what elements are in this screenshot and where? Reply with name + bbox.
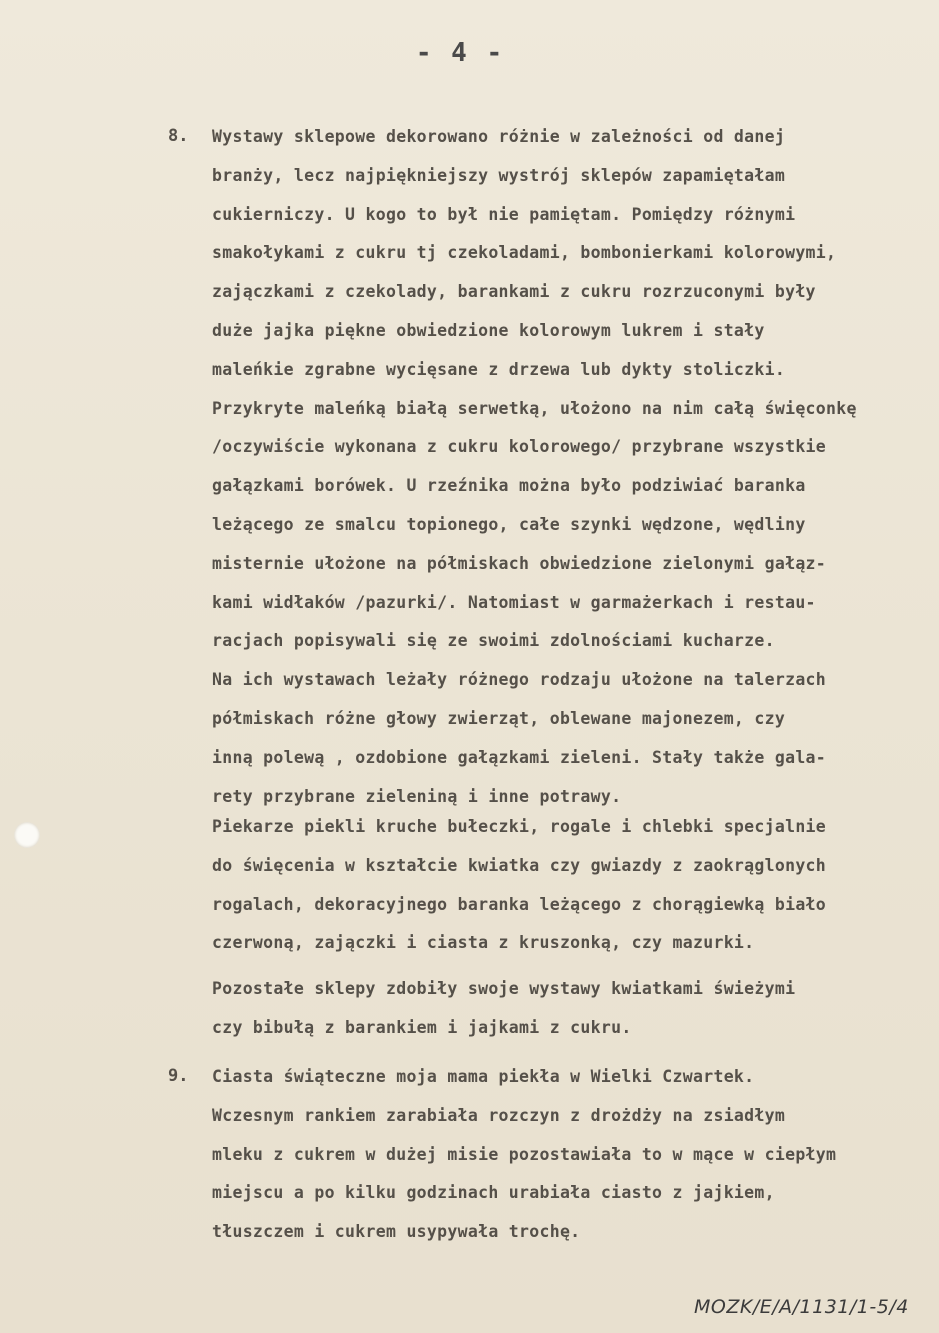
text-line: rety przybrane zieleniną i inne potrawy. — [212, 786, 622, 806]
text-line: mleku z cukrem w dużej misie pozostawiała to w mące w ciepłym — [212, 1144, 837, 1164]
text-line: Na ich wystawach leżały różnego rodzaju ułożone na talerzach — [212, 670, 827, 690]
paragraph — [212, 808, 932, 963]
text-line: Ciasta świąteczne moja mama piekła w Wielki Czwartek. — [212, 1067, 755, 1086]
punch-hole — [14, 822, 40, 848]
text-line: leżącego ze smalcu topionego, całe szynki wędzone, wędliny — [212, 514, 806, 534]
item-number: 9. — [168, 1066, 189, 1086]
text-line: racjach popisywali się ze swoimi zdolnościami kucharze. — [212, 631, 775, 651]
paragraph — [212, 970, 932, 1048]
text-line: kami widłaków /pazurki/. Natomiast w garmażerkach i restau- — [212, 592, 816, 612]
text-line: rogalach, dekoracyjnego baranka leżącego z chorągiewką biało — [212, 894, 827, 914]
text-line: duże jajka piękne obwiedzione kolorowym lukrem i stały — [212, 320, 765, 340]
item-number: 8. — [168, 126, 189, 146]
text-line: Przykryte maleńką białą serwetką, ułożono na nim całą święconkę — [212, 398, 857, 418]
text-line: czerwoną, zajączki i ciasta z kruszonką, czy mazurki. — [212, 933, 755, 953]
text-line: do święcenia w kształcie kwiatka czy gwiazdy z zaokrąglonych — [212, 855, 827, 875]
text-line: gałązkami borówek. U rzeźnika można było podziwiać baranka — [212, 476, 806, 496]
text-line: misternie ułożone na półmiskach obwiedzione zielonymi gałąz- — [212, 553, 827, 573]
text-line: smakołykami z cukru tj czekoladami, bombonierkami kolorowymi, — [212, 243, 837, 263]
paragraph — [212, 1058, 932, 1252]
text-line: Pozostałe sklepy zdobiły swoje wystawy kwiatkami świeżymi — [212, 979, 796, 998]
text-line: maleńkie zgrabne wycięsane z drzewa lub dykty stoliczki. — [212, 359, 786, 379]
text-line: zajączkami z czekolady, barankami z cukru rozrzuconymi były — [212, 282, 816, 302]
text-line: tłuszczem i cukrem usypywała trochę. — [212, 1222, 581, 1242]
text-line: /oczywiście wykonana z cukru kolorowego/ przybrane wszystkie — [212, 437, 827, 457]
text-line: półmiskach różne głowy zwierząt, oblewane majonezem, czy — [212, 708, 786, 728]
text-line: miejscu a po kilku godzinach urabiała ciasto z jajkiem, — [212, 1183, 775, 1203]
text-line: Wystawy sklepowe dekorowano różnie w zależności od danej — [212, 127, 786, 146]
text-line: cukierniczy. U kogo to był nie pamiętam. Pomiędzy różnymi — [212, 204, 796, 224]
page-number: - 4 - — [415, 38, 505, 68]
text-line: inną polewą , ozdobione gałązkami zieleni. Stały także gala- — [212, 747, 827, 767]
archive-signature: MOZK/E/A/1131/1-5/4 — [694, 1296, 909, 1318]
paragraph — [212, 118, 932, 816]
text-line: Wczesnym rankiem zarabiała rozczyn z drożdży na zsiadłym — [212, 1105, 786, 1125]
text-line: Piekarze piekli kruche bułeczki, rogale i chlebki specjalnie — [212, 817, 827, 836]
text-line: czy bibułą z barankiem i jajkami z cukru. — [212, 1017, 632, 1037]
text-line: branży, lecz najpiękniejszy wystrój sklepów zapamiętałam — [212, 165, 786, 185]
